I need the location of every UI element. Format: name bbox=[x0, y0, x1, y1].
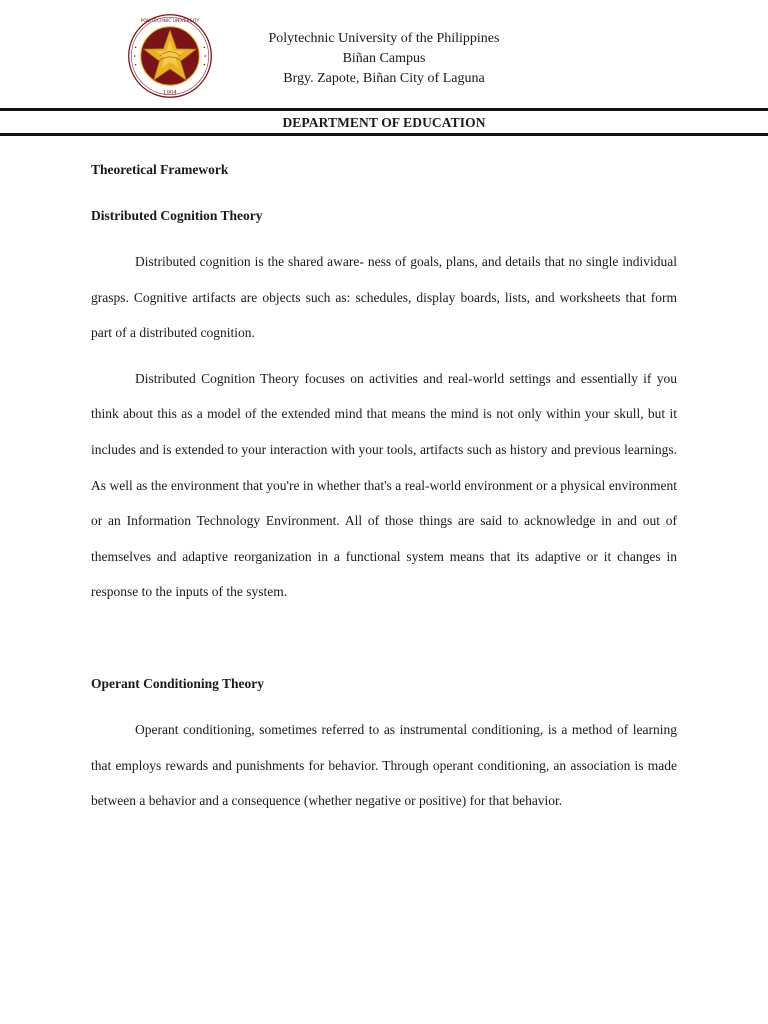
section-title: Theoretical Framework bbox=[91, 162, 229, 177]
subsection-title-operant-conditioning: Operant Conditioning Theory bbox=[91, 675, 265, 691]
campus-name: Biñan Campus bbox=[342, 51, 426, 66]
svg-text:POLYTECHNIC UNIVERSITY: POLYTECHNIC UNIVERSITY bbox=[140, 19, 200, 25]
campus-address: Brgy. Zapote, Biñan City of Laguna bbox=[283, 71, 485, 86]
department-title: DEPARTMENT OF EDUCATION bbox=[282, 115, 486, 130]
seal-year: 1904 bbox=[162, 89, 178, 96]
university-info bbox=[200, 29, 568, 89]
header-rule-bottom bbox=[0, 133, 768, 136]
university-name: Polytechnic University of the Philippines bbox=[268, 31, 500, 46]
document-body bbox=[91, 152, 677, 819]
paragraph: Distributed Cognition Theory focuses on activities and real-world settings and essentially if you think about this as a model of the extended mind that means the mind is not only within your skull, but it includes and is extended to your interaction with your tools, artifacts such as history and previous learnings. As well as the environment that you're in whether that's a real-world environment or a physical environment or an Information Technology Environment. All of those things are said to acknowledge in and out of themselves and adaptive reorganization in a functional system means that its adaptive or it changes in response to the inputs of the system. bbox=[91, 370, 677, 600]
header-rule-top bbox=[0, 108, 768, 111]
subsection-title-distributed-cognition: Distributed Cognition Theory bbox=[91, 208, 263, 223]
paragraph: Operant conditioning, sometimes referred to as instrumental conditioning, is a method of learning that employs rewards and punishments for behavior. Through operant conditioning, an association is made between a behavior and a consequence (whether negative or positive) for that behavior. bbox=[91, 721, 677, 809]
document-header bbox=[0, 0, 768, 110]
paragraph: Distributed cognition is the shared aware- ness of goals, plans, and details that no single individual grasps. Cognitive artifacts are objects such as: schedules, display boards, lists, and worksheets that form part of a distributed cognition. bbox=[91, 254, 677, 341]
